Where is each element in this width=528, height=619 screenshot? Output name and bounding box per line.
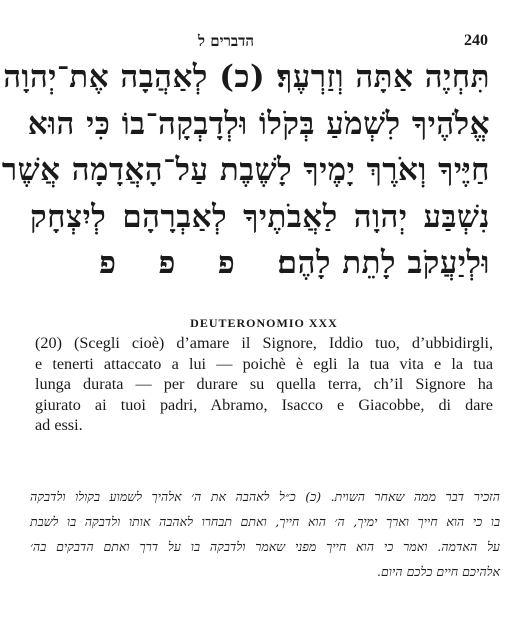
commentary-line: אלהיכם חיים כלכם היום.: [377, 564, 500, 579]
hebrew-line: [30, 240, 490, 287]
commentary-line: הזכיר דבר ממה שאחר השוית. (כ) כ״ל לאהבה את ה׳ אלהיך לשמוע בקולו ולדבקה: [30, 489, 500, 504]
hebrew-commentary: [30, 484, 500, 584]
hebrew-line: תִּחְיֶה אַתָּה וְזַרְעֶךָ׃ (כ) לְאַהֲבָה אֶת־יְהוָה: [3, 59, 490, 95]
running-head: הדברים ל: [198, 32, 254, 50]
hebrew-line: נִשְׁבַּע יְהוָה לַאֲבֹתֶיךָ לְאַבְרָהָם לְיִצְחָק: [30, 198, 490, 235]
commentary-line: בו כי הוא חייך וארך ימיך, ה׳ הוא חייך, ואתם תבחרו לאהבה אותו ולדבקה בו לשבת: [30, 514, 500, 529]
section-mark: פ: [99, 245, 117, 281]
hebrew-verse-block: [1, 54, 490, 287]
commentary-line: על האדמה. ואמר כי הוא חייך מפני שאמר ולדבקה בו על דרך ואתם הדבקים בה׳: [30, 539, 500, 554]
page-header: [198, 32, 488, 56]
section-heading: DEUTERONOMIO XXX: [190, 316, 338, 330]
page-number: 240: [464, 32, 488, 49]
hebrew-line: חַיֶּיךָ וְאֹרֶךְ יָמֶיךָ לָשֶׁבֶת עַל־הָאֲדָמָה אֲשֶׁר: [1, 152, 490, 188]
section-mark: פ: [158, 245, 176, 281]
translation-line: e tenerti attaccato a lui — poichè è egli la tua vita e la tua: [35, 354, 493, 373]
section-mark: פ: [217, 245, 236, 281]
translation-line: lunga durata — per durare su quella terra, ch’il Signore ha: [35, 375, 493, 393]
italian-translation: [35, 333, 493, 436]
translation-line: ad essi.: [35, 416, 83, 434]
translation-line: giurato ai tuoi padri, Abramo, Isacco e Giacobbe, di dare: [35, 395, 493, 414]
hebrew-line: אֱלֹהֶיךָ לִשְׁמֹעַ בְּקֹלוֹ וּלְדָבְקָה־בוֹ כִּי הוּא: [27, 105, 490, 142]
translation-line: (20) (Scegli cioè) d’amare il Signore, Iddio tuo, d’ubbidirgli,: [35, 334, 493, 352]
hebrew-line-text: וּלְיַעֲקֹב לָתֵת לָהֶם׃: [277, 245, 490, 281]
